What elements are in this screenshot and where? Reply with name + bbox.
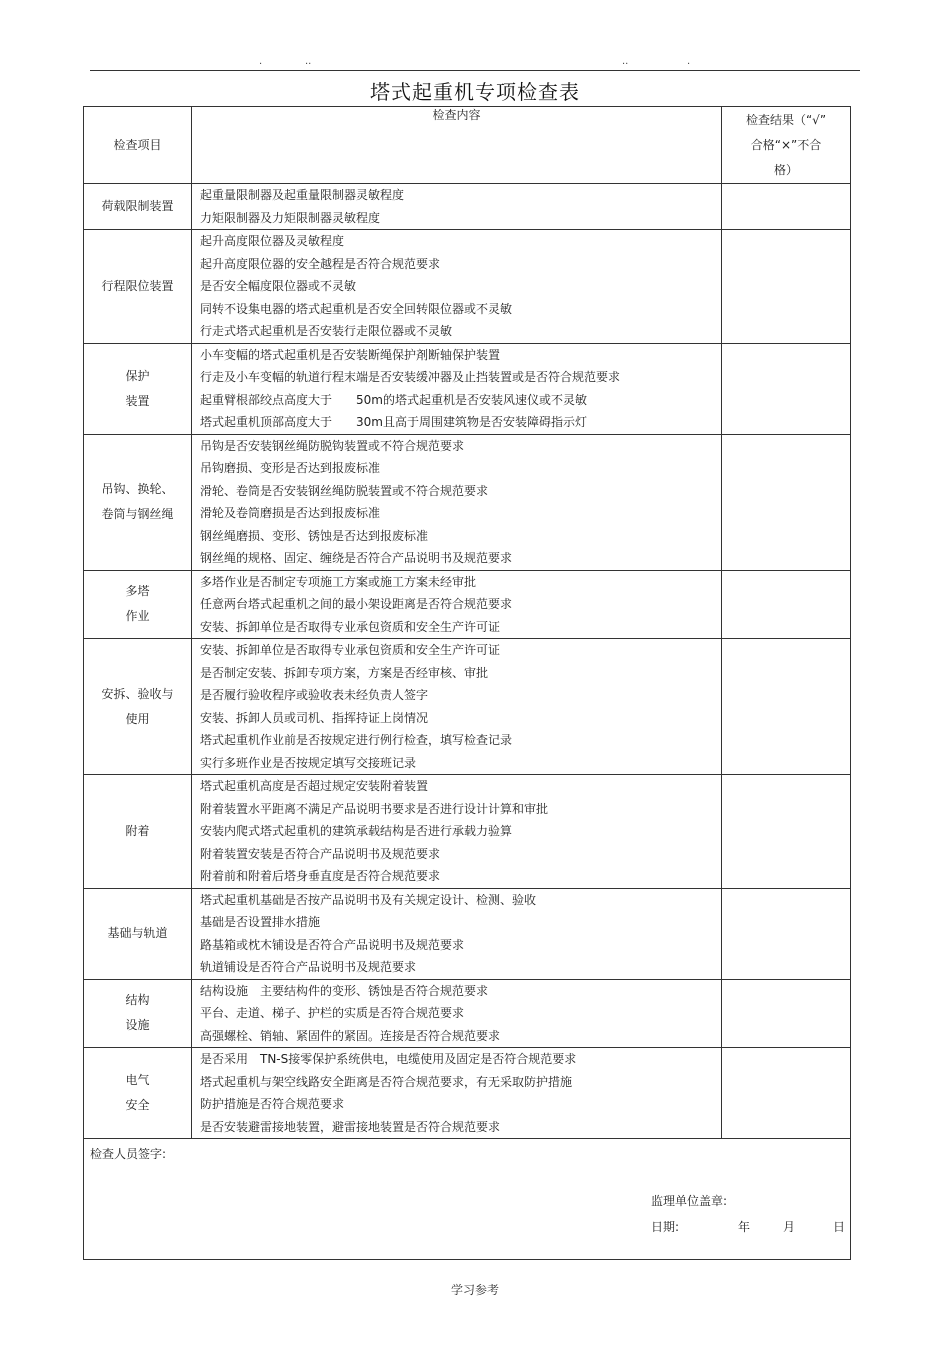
table-row <box>84 230 851 344</box>
header-result <box>722 107 851 184</box>
check-content-line: 小车变幅的塔式起重机是否安装断绳保护剤断轴保护装置 <box>200 347 501 362</box>
check-item-line: 多塔 <box>125 584 150 599</box>
check-content-line: 滑轮及卷筒磨损是否达到报废标准 <box>200 506 381 520</box>
check-item-line: 行程限位装置 <box>101 278 174 293</box>
check-content-line: 任意两台塔式起重机之间的最小架设距离是否符合规范要求 <box>200 597 513 611</box>
check-content-line: 行走式塔式起重机是否安装行走限位器或不灵敏 <box>200 324 453 338</box>
check-item-line: 基础与轨道 <box>107 926 168 940</box>
header-marks <box>90 56 860 68</box>
header-item: 检查项目 <box>84 107 192 184</box>
table-row <box>84 1048 851 1139</box>
check-item <box>84 184 192 230</box>
check-item-line: 使用 <box>125 711 150 726</box>
check-content-line: 安装内爬式塔式起重机的建筑承载结构是否进行承载力验算 <box>200 824 513 838</box>
check-content-line: 吊钩是否安装钢丝绳防脱钩装置或不符合规范要求 <box>200 438 465 453</box>
check-content-line: 结构设施 主要结构件的变形、锈蚀是否符合规范要求 <box>200 983 489 998</box>
check-item <box>84 570 192 639</box>
header-mark: . <box>687 56 691 67</box>
check-content <box>192 639 722 775</box>
check-content-line: 钢丝绳磨损、变形、锈蚀是否达到报废标准 <box>200 528 429 543</box>
check-content-line: 安装、拆卸单位是否取得专业承包资质和安全生产许可证 <box>200 619 501 634</box>
check-content-line: 路基箱或枕木铺设是否符合产品说明书及规范要求 <box>200 937 465 952</box>
date-label: 日期: <box>651 1220 680 1234</box>
seal-label: 监理单位盖章: <box>651 1194 728 1208</box>
check-item <box>84 343 192 434</box>
check-result-cell[interactable] <box>722 1048 851 1139</box>
check-content-line: 同转不设集电器的塔式起重机是否安全回转限位器或不灵敏 <box>200 301 513 316</box>
header-content: 检查内容 <box>192 107 722 184</box>
header-result-line: 格） <box>773 162 798 177</box>
check-content-line: 高强螺栓、销轴、紧固件的紧固。连接是否符合规范要求 <box>200 1028 501 1043</box>
check-content-line: 附着装置安装是否符合产品说明书及规范要求 <box>200 846 441 861</box>
check-content <box>192 1048 722 1139</box>
check-content-line: 起重臂根部绞点高度大于 50m的塔式起重机是否安装风速仪或不灵敏 <box>200 392 587 407</box>
table-row <box>84 343 851 434</box>
inspector-signature-label: 检查人员签字: <box>90 1147 167 1161</box>
check-content <box>192 570 722 639</box>
check-item <box>84 979 192 1048</box>
check-item-line: 保护 <box>125 368 150 383</box>
check-result-cell[interactable] <box>722 230 851 344</box>
check-result-cell[interactable] <box>722 979 851 1048</box>
check-content <box>192 979 722 1048</box>
check-content <box>192 343 722 434</box>
check-result-cell[interactable] <box>722 639 851 775</box>
check-content-line: 起升高度限位器的安全越程是否符合规范要求 <box>200 256 441 271</box>
check-item <box>84 230 192 344</box>
check-item-line: 附着 <box>125 823 150 838</box>
check-result-cell[interactable] <box>722 343 851 434</box>
check-content-line: 塔式起重机顶部高度大于 30m且高于周围建筑物是否安装障碍指示灯 <box>200 415 587 429</box>
check-content-line: 塔式起重机与架空线路安全距离是否符合规范要求，有无采取防护措施 <box>200 1074 573 1089</box>
check-item-line: 卷筒与钢丝绳 <box>101 507 174 521</box>
table-row <box>84 434 851 570</box>
check-content <box>192 230 722 344</box>
check-result-cell[interactable] <box>722 434 851 570</box>
header-mark: .. <box>622 56 629 67</box>
check-item-line: 设施 <box>125 1018 150 1033</box>
check-content-line: 防护措施是否符合规范要求 <box>200 1097 345 1111</box>
check-result-cell[interactable] <box>722 775 851 889</box>
check-content-line: 轨道铺设是否符合产品说明书及规范要求 <box>200 960 417 974</box>
date-day: 日 <box>833 1220 846 1234</box>
check-content-line: 是否安装避雷接地装置，避雷接地装置是否符合规范要求 <box>200 1119 501 1134</box>
signature-row <box>84 1139 851 1260</box>
check-content-line: 基础是否设置排水措施 <box>200 915 321 929</box>
check-item-line: 电气 <box>125 1073 150 1087</box>
check-item-line: 装置 <box>125 393 150 408</box>
check-content-line: 附着装置水平距离不满足产品说明书要求是否进行设计计算和审批 <box>200 801 549 816</box>
check-content-line: 是否制定安装、拆卸专项方案，方案是否经审核、审批 <box>200 665 489 680</box>
check-content-line: 安装、拆卸人员或司机、指挥持证上岗情况 <box>200 710 429 725</box>
table-row <box>84 570 851 639</box>
table-header-row <box>84 107 851 184</box>
check-content-line: 起升高度限位器及灵敏程度 <box>200 234 345 248</box>
check-item <box>84 434 192 570</box>
check-content-line: 行走及小车变幅的轨道行程末端是否安装缓冲器及止挡装置或是否符合规范要求 <box>200 370 621 384</box>
check-result-cell[interactable] <box>722 570 851 639</box>
check-item-line: 作业 <box>125 609 150 624</box>
check-content-line: 多塔作业是否制定专项施工方案或施工方案未经审批 <box>200 574 477 589</box>
check-content <box>192 888 722 979</box>
check-content-line: 平台、走道、梯子、护栏的实质是否符合规范要求 <box>200 1006 465 1020</box>
header-rule <box>90 70 860 71</box>
header-result-line: 合格“×”不合 <box>750 137 822 152</box>
check-content <box>192 434 722 570</box>
check-content-line: 实行多班作业是否按规定填写交接班记录 <box>200 755 417 770</box>
header-mark: . <box>259 56 263 67</box>
header-mark: .. <box>305 56 312 67</box>
check-content-line: 安装、拆卸单位是否取得专业承包资质和安全生产许可证 <box>200 643 501 657</box>
check-content-line: 塔式起重机基础是否按产品说明书及有关规定设计、检测、验收 <box>200 892 537 907</box>
check-item-line: 安全 <box>125 1098 150 1112</box>
check-item-line: 安拆、验收与 <box>101 686 174 701</box>
check-content-line: 钢丝绳的规格、固定、缠绕是否符合产品说明书及规范要求 <box>200 551 513 565</box>
check-content-line: 附着前和附着后塔身垂直度是否符合规范要求 <box>200 869 441 883</box>
check-content-line: 是否履行验收程序或验收表未经负责人签字 <box>200 688 429 702</box>
check-item <box>84 775 192 889</box>
check-item-line: 结构 <box>125 993 150 1008</box>
page-title: 塔式起重机专项检查表 <box>370 80 580 104</box>
header-result-line: 检查结果（“√” <box>745 112 827 127</box>
check-item-line: 荷载限制装置 <box>101 199 174 213</box>
check-item <box>84 1048 192 1139</box>
table-row <box>84 639 851 775</box>
check-item <box>84 888 192 979</box>
inspection-table <box>83 106 851 1260</box>
check-content-line: 滑轮、卷筒是否安装钢丝绳防脱装置或不符合规范要求 <box>200 483 489 498</box>
check-content-line: 起重量限制器及起重量限制器灵敏程度 <box>200 188 405 202</box>
table-row <box>84 888 851 979</box>
check-content <box>192 775 722 889</box>
table-row <box>84 979 851 1048</box>
signature-area <box>84 1139 851 1260</box>
check-result-cell[interactable] <box>722 888 851 979</box>
check-content-line: 力矩限制器及力矩限制器灵敏程度 <box>200 210 381 225</box>
date-year: 年 <box>738 1220 751 1234</box>
check-content-line: 塔式起重机作业前是否按规定进行例行检查，填写检查记录 <box>200 733 513 747</box>
check-content-line: 是否采用 TN-S接零保护系统供电，电缆使用及固定是否符合规范要求 <box>200 1052 577 1066</box>
check-result-cell[interactable] <box>722 184 851 230</box>
check-item <box>84 639 192 775</box>
table-row <box>84 184 851 230</box>
check-content <box>192 184 722 230</box>
table-row <box>84 775 851 889</box>
check-item-line: 吊钩、换轮、 <box>101 482 174 496</box>
check-content-line: 塔式起重机高度是否超过规定安装附着装置 <box>200 779 429 793</box>
check-content-line: 吊钩磨损、变形是否达到报废标准 <box>200 461 381 475</box>
check-content-line: 是否安全幅度限位器或不灵敏 <box>200 279 357 293</box>
page-footer: 学习参考 <box>450 1283 499 1297</box>
date-month: 月 <box>783 1220 796 1234</box>
